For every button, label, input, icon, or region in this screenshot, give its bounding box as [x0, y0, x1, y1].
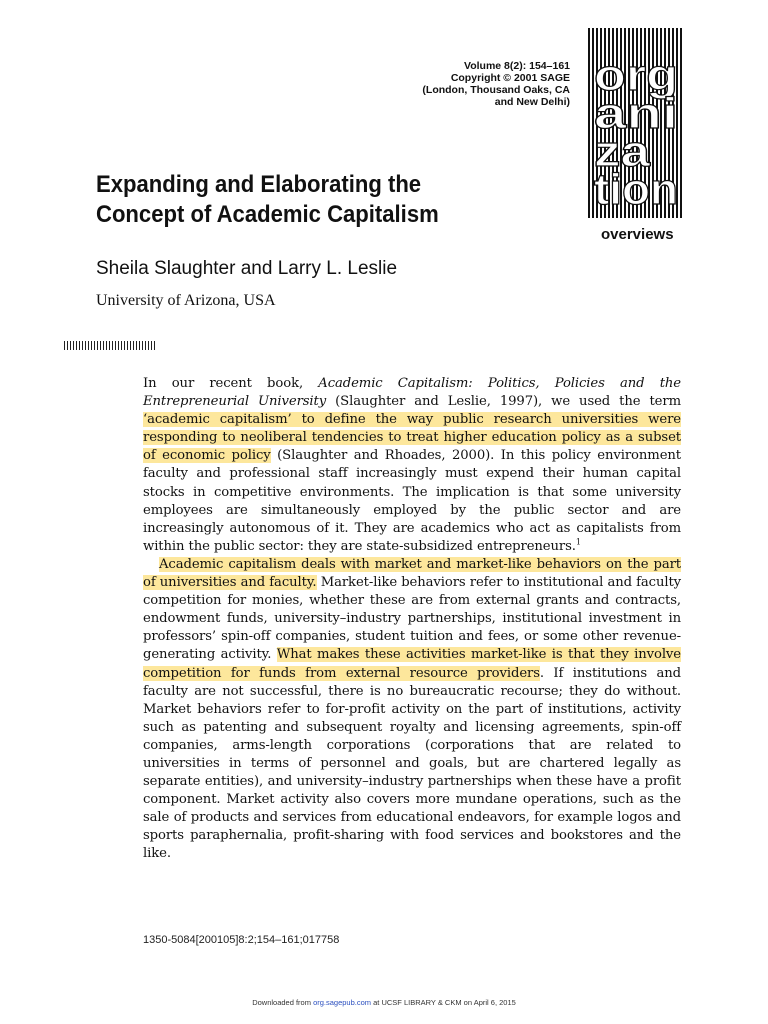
download-prefix: Downloaded from: [252, 998, 314, 1007]
download-suffix: at UCSF LIBRARY & CKM on April 6, 2015: [371, 998, 516, 1007]
decorative-barcode: [64, 341, 156, 350]
download-link[interactable]: org.sagepub.com: [313, 998, 372, 1007]
journal-info: [422, 60, 570, 108]
download-notice: [0, 998, 768, 1007]
body-text: Market-like behaviors refer to institutional and faculty competition for monies, whether these are from external grants and contracts, endowment funds, university–industry partnerships, institutional investment in professors’ spin-off companies, student tuition and fees, or some other revenue-generating activity.: [143, 575, 682, 663]
journal-logo: [588, 28, 684, 218]
copyright-line: Copyright © 2001 SAGE: [450, 72, 570, 84]
journal-logo-letters: [588, 28, 684, 218]
logo-line-1: org: [594, 51, 678, 100]
body-text: (Slaughter and Rhoades, 2000). In this policy environment faculty and professional staff increasingly must expend their human capital stocks in competitive environments. The implication is that some university employees are simultaneously employed by the public sector and are increasingly autonomous of it. They are academics who act as capitalists from within the public sector: they are state-subsidized entrepreneurs.: [143, 448, 681, 554]
highlighted-text: Academic capitalism deals with market and market-like behaviors on the part of universities and faculty.: [143, 556, 681, 591]
title-line-1: Expanding and Elaborating the: [96, 171, 422, 198]
highlighted-text: ‘academic capitalism’ to define the way public research universities were responding to neoliberal tendencies to treat higher education policy as a subset of economic policy: [143, 412, 681, 464]
footnote-ref: 1: [575, 537, 581, 547]
place-line: (London, Thousand Oaks, CA: [422, 84, 570, 96]
place-line-2: and New Delhi): [494, 96, 570, 108]
logo-line-4: tion: [594, 165, 678, 214]
author-affiliation: University of Arizona, USA: [96, 292, 276, 309]
volume-line: Volume 8(2): 154–161: [463, 60, 570, 72]
issn-line: 1350-5084[200105]8:2;154–161;017758: [143, 934, 340, 946]
body-text: . If institutions and faculty are not successful, there is no bureaucratic recourse; they do without. Market behaviors refer to for-profit activity on the part of institutions, activity such as patenting and subsequent royalty and licensing agreements, spin-off companies, arms-length corporations (corporations that are related to universities in terms of personnel and goals, but are chartered legally as separate entities), and university–industry partnerships when these have a profit component. Market activity also covers more mundane operations, such as the sale of products and services from educational endeavors, for example logos and sports paraphernalia, profit-sharing with food services and bookstores and the like.: [143, 665, 682, 862]
book-title: Academic Capitalism: Politics, Policies and the Entrepreneurial University: [143, 376, 681, 410]
logo-line-3: za: [594, 127, 651, 176]
logo-line-2: ani: [594, 89, 678, 138]
body-paragraph-2: [143, 556, 681, 864]
body-text: (Slaughter and Leslie, 1997), we used the term: [326, 394, 681, 410]
logo-word: overviews: [601, 226, 674, 243]
title-line-2: Concept of Academic Capitalism: [96, 201, 439, 228]
body-text: In our recent book,: [143, 376, 319, 391]
highlighted-text: What makes these activities market-like is that they involve competition for funds from external resource providers: [143, 647, 681, 681]
article-title: [96, 170, 439, 230]
article-authors: Sheila Slaughter and Larry L. Leslie: [96, 258, 398, 279]
body-paragraph-1: [143, 375, 681, 556]
article-body: [143, 375, 681, 864]
